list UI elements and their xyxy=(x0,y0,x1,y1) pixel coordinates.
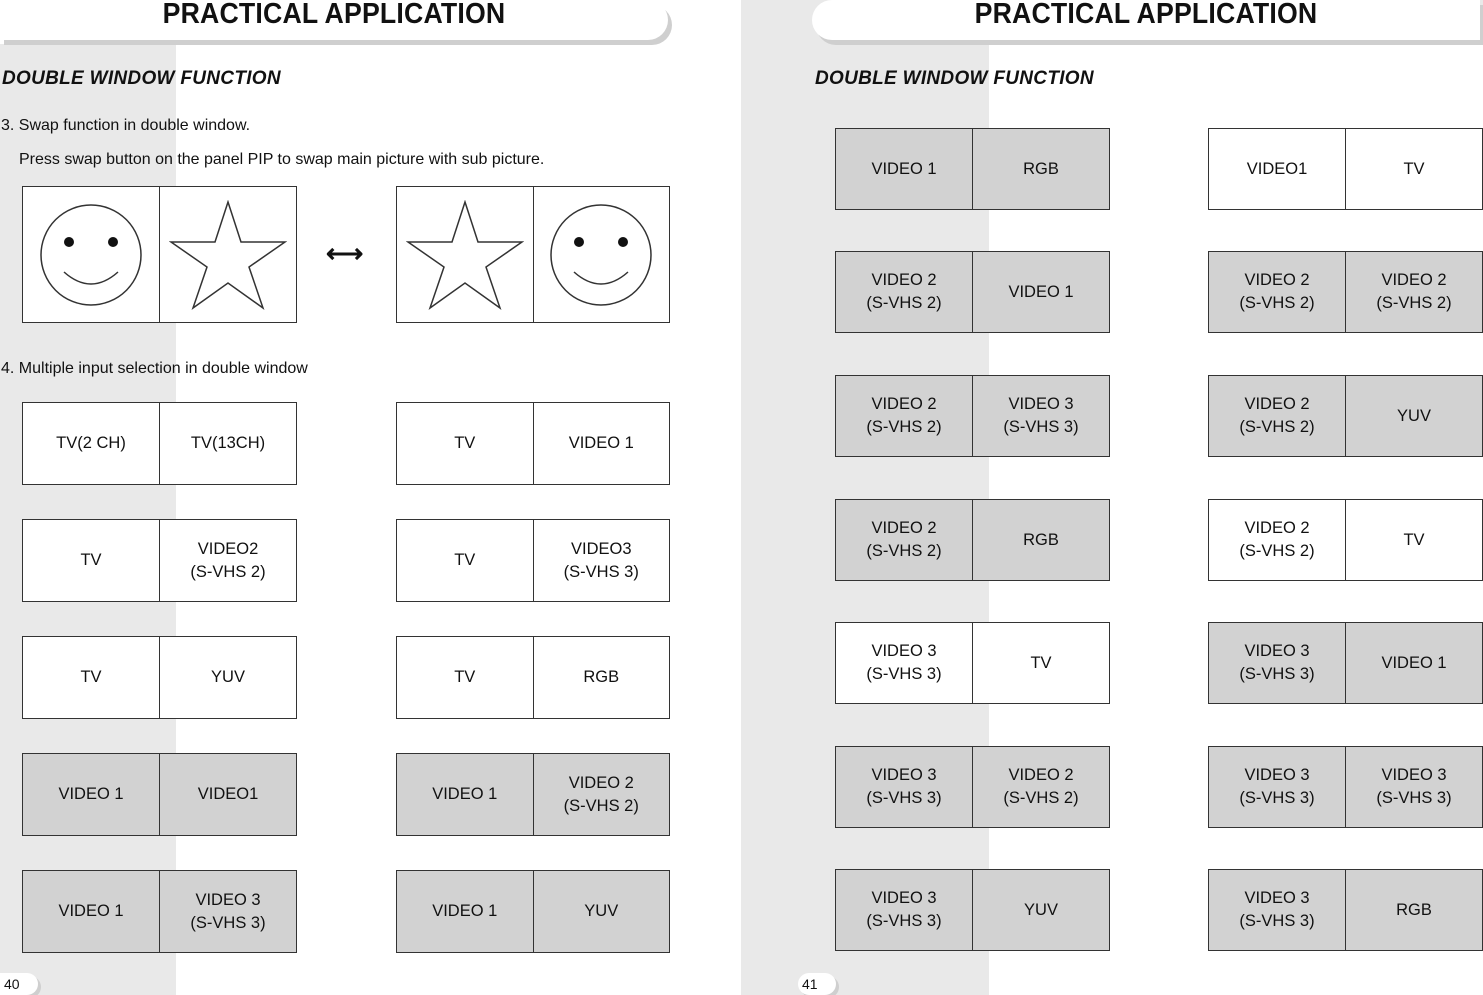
page-left xyxy=(0,0,741,995)
window-label-line: VIDEO 1 xyxy=(58,785,124,803)
main-window-label xyxy=(836,870,972,950)
window-label-line: VIDEO 1 xyxy=(1381,653,1447,672)
window-label-line: (S-VHS 3) xyxy=(866,912,942,930)
main-window-label xyxy=(1209,623,1345,703)
window-label-line: RGB xyxy=(1023,159,1059,178)
window-label-line: TV xyxy=(1403,530,1425,549)
header-bar xyxy=(812,0,1480,40)
window-label-line: (S-VHS 3) xyxy=(563,562,639,581)
window-label-line: (S-VHS 3) xyxy=(1239,789,1315,807)
window-pair xyxy=(1208,746,1483,828)
window-label-line: (S-VHS 3) xyxy=(866,789,942,807)
window-label-line: VIDEO 1 xyxy=(1008,282,1074,301)
sub-window-label xyxy=(1345,252,1482,332)
window-label-line: (S-VHS 2) xyxy=(1239,418,1315,436)
sub-window-label xyxy=(1345,376,1482,456)
main-window-label xyxy=(836,129,972,209)
sub-window-label xyxy=(972,870,1109,950)
window-label-line: TV xyxy=(80,551,102,569)
sub-window-label xyxy=(972,129,1109,209)
window-pair xyxy=(22,519,297,602)
window-label-line: VIDEO 2 xyxy=(568,773,634,792)
swap-before-window xyxy=(22,186,297,323)
window-label-line: VIDEO 3 xyxy=(195,890,261,909)
main-window-label xyxy=(397,520,533,601)
window-pair xyxy=(22,636,297,719)
window-label-line: VIDEO 3 xyxy=(871,766,937,784)
window-pair xyxy=(835,869,1110,951)
window-label-line: VIDEO 1 xyxy=(568,434,634,452)
window-label-line: VIDEO 3 xyxy=(1381,766,1447,784)
window-label-line: VIDEO 3 xyxy=(1008,395,1074,413)
window-label-line: VIDEO 2 xyxy=(871,519,937,537)
main-window-label xyxy=(836,252,972,332)
window-pair xyxy=(22,870,297,953)
window-pair xyxy=(835,251,1110,333)
window-label-line: TV xyxy=(454,551,476,569)
window-pair xyxy=(396,636,670,719)
main-window-label xyxy=(397,403,533,484)
sub-window-label xyxy=(533,754,670,835)
window-label-line: YUV xyxy=(1024,900,1058,919)
sub-window-label xyxy=(1345,500,1482,580)
page-title: PRACTICAL APPLICATION xyxy=(162,0,506,30)
window-label-line: VIDEO 3 xyxy=(871,642,937,660)
sub-window-label xyxy=(159,520,296,601)
window-label-line: RGB xyxy=(1396,900,1432,919)
window-pair xyxy=(396,519,670,602)
sub-picture xyxy=(533,187,670,322)
step3-title: 3. Swap function in double window. xyxy=(1,117,251,134)
window-label-line: VIDEO 1 xyxy=(432,902,498,920)
window-label-line: TV xyxy=(454,434,476,452)
main-window-label xyxy=(836,376,972,456)
window-label-line: YUV xyxy=(1397,406,1431,425)
window-label-line: VIDEO 2 xyxy=(871,395,937,413)
window-label-line: (S-VHS 3) xyxy=(1003,418,1079,436)
window-pair xyxy=(1208,499,1483,581)
window-pair xyxy=(1208,251,1483,333)
sub-window-label xyxy=(533,520,670,601)
sub-window-label xyxy=(533,403,670,484)
main-window-label xyxy=(23,754,159,835)
window-pair xyxy=(396,753,670,836)
swap-arrow-icon: ⟷ xyxy=(326,238,364,268)
window-label-line: (S-VHS 2) xyxy=(866,294,942,312)
section-title: DOUBLE WINDOW FUNCTION xyxy=(815,68,1094,89)
main-window-label xyxy=(1209,870,1345,950)
main-window-label xyxy=(23,871,159,952)
main-window-label xyxy=(836,747,972,827)
swap-after-window xyxy=(396,186,670,323)
sub-window-label xyxy=(1345,870,1482,950)
window-label-line: (S-VHS 2) xyxy=(866,542,942,560)
sub-window-label xyxy=(972,252,1109,332)
window-label-line: (S-VHS 3) xyxy=(190,913,266,932)
main-window-label xyxy=(1209,747,1345,827)
window-label-line: YUV xyxy=(584,902,619,920)
window-label-line: (S-VHS 2) xyxy=(1239,294,1315,312)
sub-window-label xyxy=(1345,129,1482,209)
window-pair xyxy=(22,753,297,836)
sub-window-label xyxy=(159,637,296,718)
window-pair xyxy=(835,375,1110,457)
page-title: PRACTICAL APPLICATION xyxy=(974,0,1318,30)
window-label-line: TV xyxy=(1403,159,1425,178)
sub-window-label xyxy=(972,747,1109,827)
sub-window-label xyxy=(972,376,1109,456)
sub-window-label xyxy=(159,403,296,484)
main-window-label xyxy=(23,637,159,718)
window-label-line: (S-VHS 3) xyxy=(866,665,942,683)
window-label-line: VIDEO 3 xyxy=(1244,642,1310,660)
main-window-label xyxy=(1209,376,1345,456)
window-label-line: (S-VHS 2) xyxy=(190,562,266,581)
step4-title: 4. Multiple input selection in double window xyxy=(1,360,308,377)
window-label-line: VIDEO 2 xyxy=(1381,271,1447,289)
window-label-line: VIDEO 2 xyxy=(1008,766,1074,784)
window-pair xyxy=(835,622,1110,704)
window-label-line: TV xyxy=(454,668,476,686)
sub-window-label xyxy=(1345,747,1482,827)
star-icon xyxy=(169,200,287,310)
main-window-label xyxy=(397,871,533,952)
main-picture xyxy=(23,187,159,322)
window-label-line: TV xyxy=(80,668,102,686)
page-number: 41 xyxy=(798,973,836,995)
window-label-line: VIDEO1 xyxy=(197,785,259,803)
window-pair xyxy=(1208,622,1483,704)
window-label-line: VIDEO 2 xyxy=(1244,271,1310,289)
sub-window-label xyxy=(1345,623,1482,703)
window-label-line: (S-VHS 2) xyxy=(1376,294,1452,312)
main-window-label xyxy=(397,637,533,718)
window-label-line: (S-VHS 3) xyxy=(1376,789,1452,807)
window-pair xyxy=(396,870,670,953)
sub-window-label xyxy=(972,500,1109,580)
window-label-line: VIDEO 2 xyxy=(1244,395,1310,413)
header-bar xyxy=(0,0,668,40)
window-label-line: VIDEO 1 xyxy=(871,159,937,178)
section-title: DOUBLE WINDOW FUNCTION xyxy=(2,68,281,89)
sub-window-label xyxy=(159,871,296,952)
window-pair xyxy=(22,402,297,485)
window-label-line: (S-VHS 2) xyxy=(1003,789,1079,807)
window-label-line: VIDEO 1 xyxy=(58,902,124,920)
smiley-icon xyxy=(546,200,656,310)
sub-window-label xyxy=(159,754,296,835)
sub-window-label xyxy=(533,871,670,952)
window-label-line: TV xyxy=(1030,653,1052,672)
sub-window-label xyxy=(533,637,670,718)
window-label-line: YUV xyxy=(211,668,245,686)
window-pair xyxy=(1208,375,1483,457)
window-pair xyxy=(835,746,1110,828)
window-label-line: (S-VHS 2) xyxy=(1239,542,1315,560)
window-label-line: VIDEO2 xyxy=(197,539,259,558)
sub-window-label xyxy=(972,623,1109,703)
window-pair xyxy=(396,402,670,485)
window-label-line: RGB xyxy=(1023,530,1059,549)
window-pair xyxy=(1208,128,1483,210)
main-window-label xyxy=(397,754,533,835)
window-label-line: VIDEO 2 xyxy=(871,271,937,289)
window-pair xyxy=(835,128,1110,210)
window-label-line: TV(2 CH) xyxy=(56,434,126,452)
window-label-line: VIDEO 3 xyxy=(1244,766,1310,784)
smiley-icon xyxy=(36,200,146,310)
window-label-line: VIDEO 3 xyxy=(1244,889,1310,907)
step3-text: Press swap button on the panel PIP to swap main picture with sub picture. xyxy=(19,151,545,168)
window-label-line: VIDEO 1 xyxy=(432,785,498,803)
main-window-label xyxy=(836,500,972,580)
window-label-line: (S-VHS 3) xyxy=(1239,665,1315,683)
main-window-label xyxy=(1209,129,1345,209)
main-window-label xyxy=(23,403,159,484)
main-window-label xyxy=(1209,500,1345,580)
main-window-label xyxy=(836,623,972,703)
sub-picture xyxy=(159,187,296,322)
window-label-line: (S-VHS 3) xyxy=(1239,912,1315,930)
window-label-line: TV(13CH) xyxy=(190,434,266,452)
main-window-label xyxy=(1209,252,1345,332)
main-window-label xyxy=(23,520,159,601)
star-icon xyxy=(406,200,524,310)
window-label-line: VIDEO 3 xyxy=(871,889,937,907)
page-right xyxy=(741,0,1483,995)
window-pair xyxy=(1208,869,1483,951)
window-label-line: RGB xyxy=(583,668,620,686)
window-label-line: VIDEO 2 xyxy=(1244,519,1310,537)
main-picture xyxy=(397,187,533,322)
page-number: 40 xyxy=(0,973,38,995)
window-label-line: VIDEO1 xyxy=(1246,159,1308,178)
window-label-line: (S-VHS 2) xyxy=(866,418,942,436)
window-pair xyxy=(835,499,1110,581)
window-label-line: (S-VHS 2) xyxy=(563,796,639,815)
window-label-line: VIDEO3 xyxy=(570,539,632,558)
